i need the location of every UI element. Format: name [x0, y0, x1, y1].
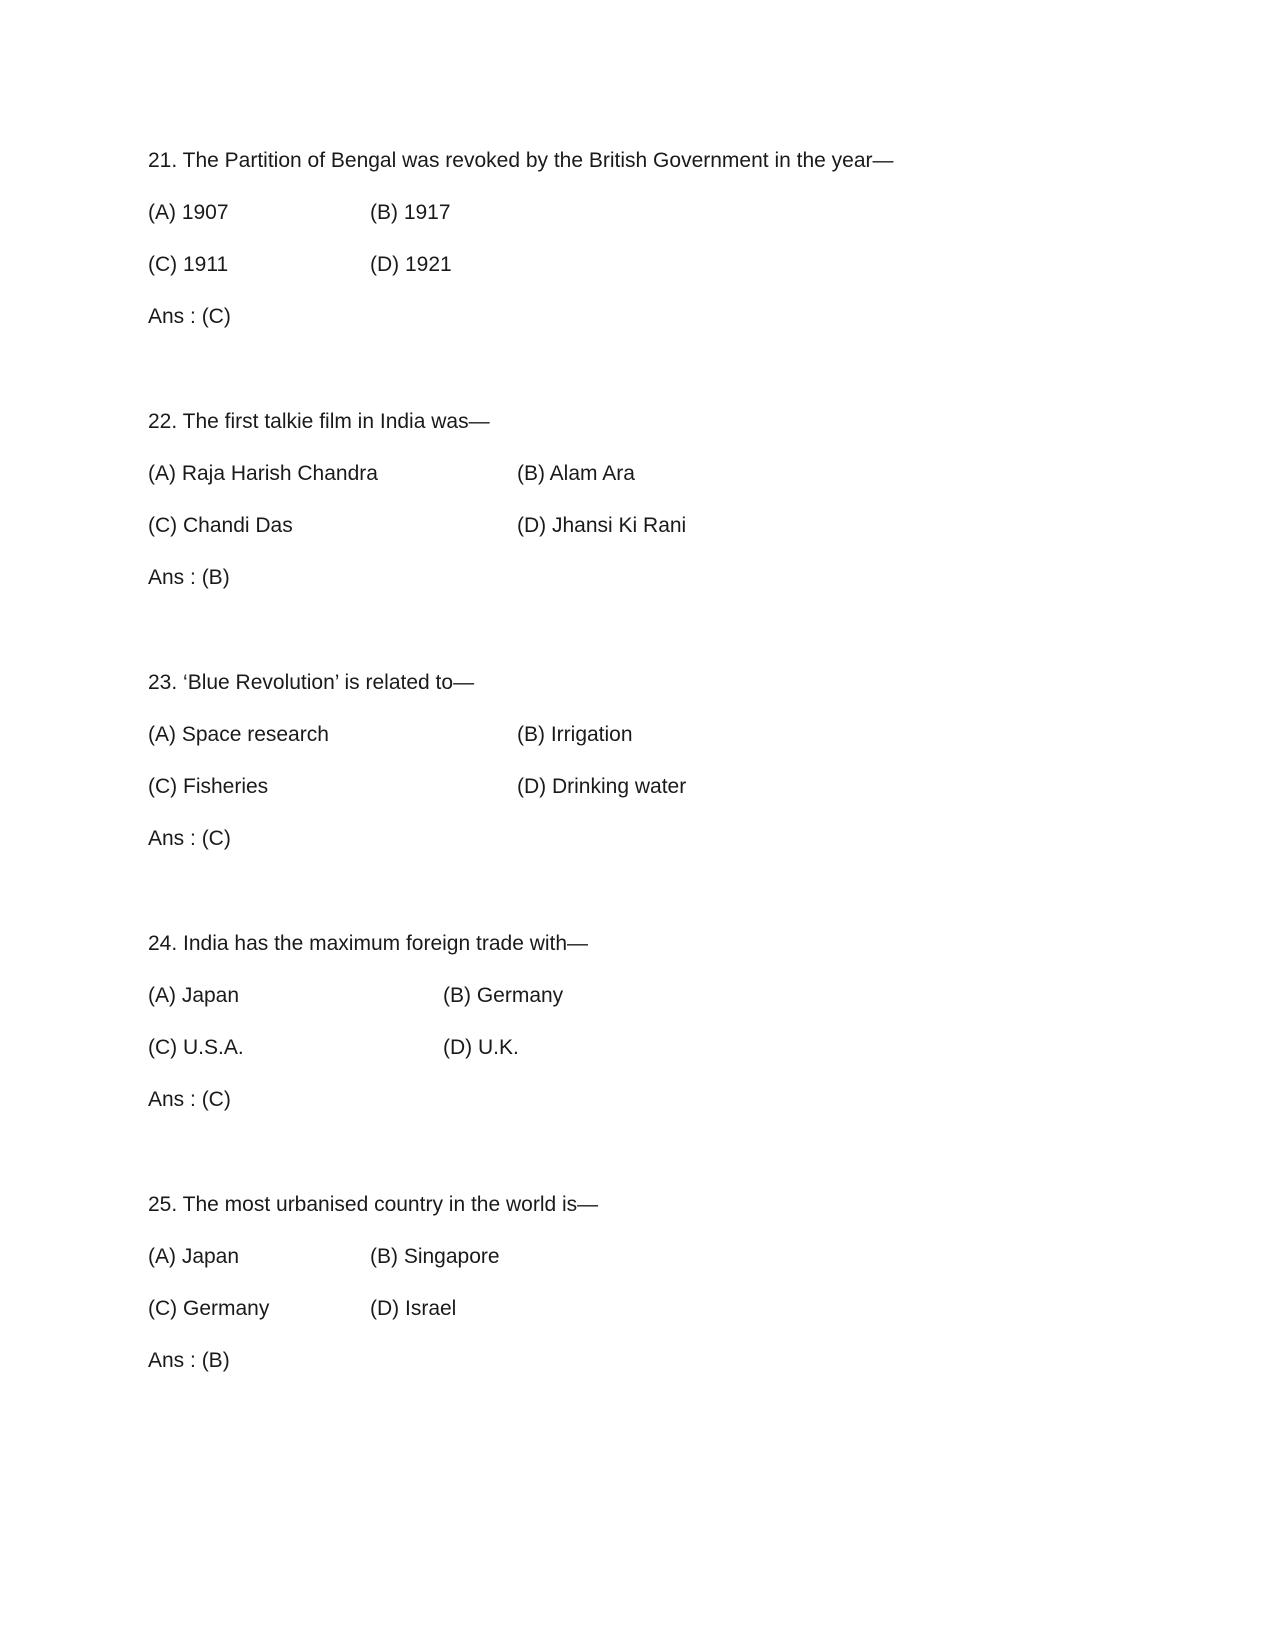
option-b: (B) Irrigation	[517, 723, 633, 746]
answer-text: Ans : (B)	[148, 1349, 230, 1372]
option-a: (A) Raja Harish Chandra	[148, 462, 378, 485]
option-c: (C) Germany	[148, 1297, 270, 1320]
question-text: 23. ‘Blue Revolution’ is related to—	[148, 671, 475, 694]
option-c: (C) 1911	[148, 253, 229, 276]
question-text: 24. India has the maximum foreign trade with—	[148, 932, 589, 955]
option-d: (D) Drinking water	[517, 775, 687, 798]
option-a: (A) Japan	[148, 984, 240, 1007]
option-d: (D) U.K.	[443, 1036, 519, 1059]
question-text: 21. The Partition of Bengal was revoked by the British Government in the year—	[148, 149, 894, 172]
option-a: (A) Japan	[148, 1245, 240, 1268]
option-d: (D) 1921	[370, 253, 452, 276]
question-text: 25. The most urbanised country in the world is—	[148, 1193, 599, 1216]
option-d: (D) Israel	[370, 1297, 457, 1320]
option-b: (B) 1917	[370, 201, 451, 224]
option-a: (A) Space research	[148, 723, 329, 746]
option-c: (C) Fisheries	[148, 775, 269, 798]
option-d: (D) Jhansi Ki Rani	[517, 514, 687, 537]
option-b: (B) Singapore	[370, 1245, 500, 1268]
answer-text: Ans : (C)	[148, 827, 231, 850]
option-a: (A) 1907	[148, 201, 229, 224]
answer-text: Ans : (B)	[148, 566, 230, 589]
answer-text: Ans : (C)	[148, 1088, 231, 1111]
question-text: 22. The first talkie film in India was—	[148, 410, 490, 433]
option-c: (C) Chandi Das	[148, 514, 293, 537]
option-c: (C) U.S.A.	[148, 1036, 244, 1059]
option-b: (B) Alam Ara	[517, 462, 635, 485]
answer-text: Ans : (C)	[148, 305, 231, 328]
option-b: (B) Germany	[443, 984, 564, 1007]
